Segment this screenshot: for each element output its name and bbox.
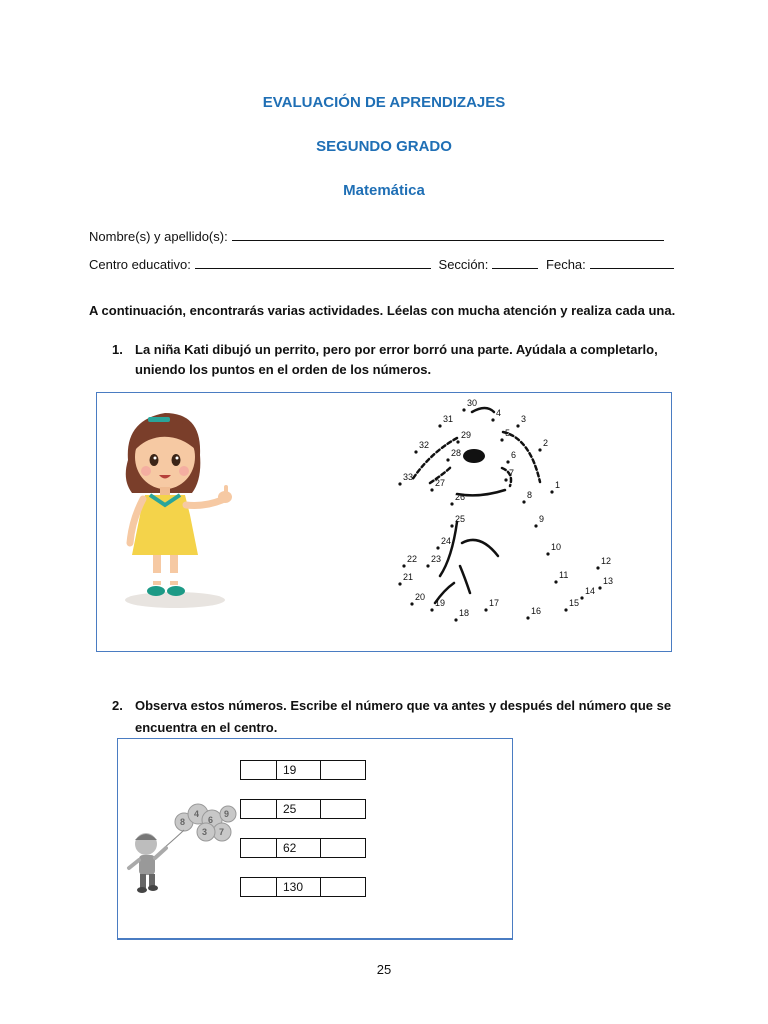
girl-illustration xyxy=(110,405,240,610)
dog-dot-label: 6 xyxy=(511,450,517,460)
dog-dot-label: 21 xyxy=(403,572,414,582)
dog-dot-label: 15 xyxy=(569,598,580,608)
dog-dot xyxy=(402,564,405,567)
dog-dot xyxy=(522,500,525,503)
sequence-row xyxy=(240,838,366,858)
dog-dot-label: 14 xyxy=(585,586,596,596)
dog-dot-label: 10 xyxy=(551,542,562,552)
dot-to-dot-dog xyxy=(390,398,620,628)
sequence-row xyxy=(240,877,366,897)
dog-dot-label: 18 xyxy=(459,608,470,618)
dog-dot-label: 11 xyxy=(559,570,569,580)
dog-dot xyxy=(500,438,503,441)
svg-text:6: 6 xyxy=(208,815,214,825)
dog-dot xyxy=(580,596,583,599)
dog-dot xyxy=(598,586,601,589)
subject-title: Matemática xyxy=(343,182,425,199)
dog-dot xyxy=(534,524,537,527)
name-label: Nombre(s) y apellido(s): xyxy=(89,229,228,244)
section-label: Sección: xyxy=(438,257,489,272)
dog-dot xyxy=(526,616,529,619)
dog-dot xyxy=(462,408,465,411)
dog-dot-label: 8 xyxy=(527,490,533,500)
evaluation-title: EVALUACIÓN DE APRENDIZAJES xyxy=(262,94,506,111)
dog-dot-label: 25 xyxy=(455,514,466,524)
dog-dot xyxy=(504,478,507,481)
dog-dot-label: 23 xyxy=(431,554,442,564)
before-number-box[interactable] xyxy=(241,878,277,896)
question-1-line-1: La niña Kati dibujó un perrito, pero por error borró una parte. Ayúdala a completarlo, xyxy=(135,342,658,357)
question-2-number: 2. xyxy=(112,698,123,713)
dog-dot-label: 3 xyxy=(521,414,527,424)
sequence-row xyxy=(240,760,366,780)
dog-dot xyxy=(506,460,509,463)
dog-dot-label: 19 xyxy=(435,598,446,608)
dog-dot-label: 22 xyxy=(407,554,418,564)
after-number-box[interactable] xyxy=(321,878,365,896)
instructions: A continuación, encontrarás varias actividades. Léelas con mucha atención y realiza cada una. xyxy=(89,303,676,318)
dog-dot xyxy=(454,618,457,621)
dog-dot-label: 27 xyxy=(435,478,446,488)
dog-dot-label: 1 xyxy=(555,480,561,490)
svg-text:9: 9 xyxy=(224,809,230,819)
dog-dot xyxy=(554,580,557,583)
dog-dot-label: 28 xyxy=(451,448,462,458)
dog-dot xyxy=(436,546,439,549)
dog-dot-label: 12 xyxy=(601,556,612,566)
after-number-box[interactable] xyxy=(321,839,365,857)
dog-dot xyxy=(491,418,494,421)
section-field[interactable] xyxy=(492,256,538,269)
dog-nose xyxy=(463,449,485,463)
before-number-box[interactable] xyxy=(241,800,277,818)
dog-dot-label: 9 xyxy=(539,514,545,524)
dog-dot xyxy=(410,602,413,605)
date-label: Fecha: xyxy=(546,257,586,272)
dog-dot xyxy=(398,482,401,485)
dog-dot-label: 13 xyxy=(603,576,614,586)
dog-dot xyxy=(564,608,567,611)
dog-dot xyxy=(596,566,599,569)
dog-dot-label: 4 xyxy=(496,408,502,418)
dog-dot xyxy=(438,424,441,427)
dog-dot-label: 29 xyxy=(461,430,472,440)
date-field[interactable] xyxy=(590,256,674,269)
dog-dot xyxy=(446,458,449,461)
name-line xyxy=(89,228,664,244)
svg-text:4: 4 xyxy=(194,809,200,819)
svg-text:8: 8 xyxy=(180,817,186,827)
dog-dot xyxy=(550,490,553,493)
dog-dot xyxy=(450,524,453,527)
after-number-box[interactable] xyxy=(321,800,365,818)
center-number: 19 xyxy=(277,761,321,779)
school-label: Centro educativo: xyxy=(89,257,191,272)
dog-dot xyxy=(484,608,487,611)
sequence-row xyxy=(240,799,366,819)
dog-dot xyxy=(430,608,433,611)
before-number-box[interactable] xyxy=(241,761,277,779)
grade-title: SEGUNDO GRADO xyxy=(316,138,452,155)
page-number: 25 xyxy=(376,962,392,977)
school-line xyxy=(89,256,674,272)
dog-dot-label: 20 xyxy=(415,592,426,602)
dog-dot xyxy=(426,564,429,567)
center-number: 62 xyxy=(277,839,321,857)
question-2-line-2: encuentra en el centro. xyxy=(135,720,278,735)
dog-dot-label: 17 xyxy=(489,598,500,608)
dog-dot xyxy=(450,502,453,505)
dog-dot-label: 7 xyxy=(509,468,515,478)
school-field[interactable] xyxy=(195,256,431,269)
center-number: 130 xyxy=(277,878,321,896)
question-1-number: 1. xyxy=(112,342,123,357)
dog-dot xyxy=(516,424,519,427)
center-number: 25 xyxy=(277,800,321,818)
dog-dot-label: 26 xyxy=(455,492,466,502)
after-number-box[interactable] xyxy=(321,761,365,779)
dog-dot xyxy=(398,582,401,585)
dog-dot-label: 33 xyxy=(403,472,414,482)
question-2-line-1: Observa estos números. Escribe el número que va antes y después del número que se xyxy=(135,698,672,713)
dog-dot xyxy=(414,450,417,453)
dog-dot-label: 16 xyxy=(531,606,542,616)
dog-dot xyxy=(546,552,549,555)
name-field[interactable] xyxy=(232,228,664,241)
dog-dot-label: 24 xyxy=(441,536,452,546)
dog-dot xyxy=(538,448,541,451)
dog-dot xyxy=(430,488,433,491)
dog-dot-label: 5 xyxy=(505,428,511,438)
svg-text:7: 7 xyxy=(219,827,225,837)
dog-dot-label: 2 xyxy=(543,438,549,448)
before-number-box[interactable] xyxy=(241,839,277,857)
svg-text:3: 3 xyxy=(202,827,208,837)
question-1-line-2: uniendo los puntos en el orden de los números. xyxy=(135,362,432,377)
dog-dot-label: 32 xyxy=(419,440,430,450)
dog-dot xyxy=(456,440,459,443)
dog-dot-label: 30 xyxy=(467,398,478,408)
boy-balloon-illustration xyxy=(124,800,242,896)
dog-dot-label: 31 xyxy=(443,414,454,424)
